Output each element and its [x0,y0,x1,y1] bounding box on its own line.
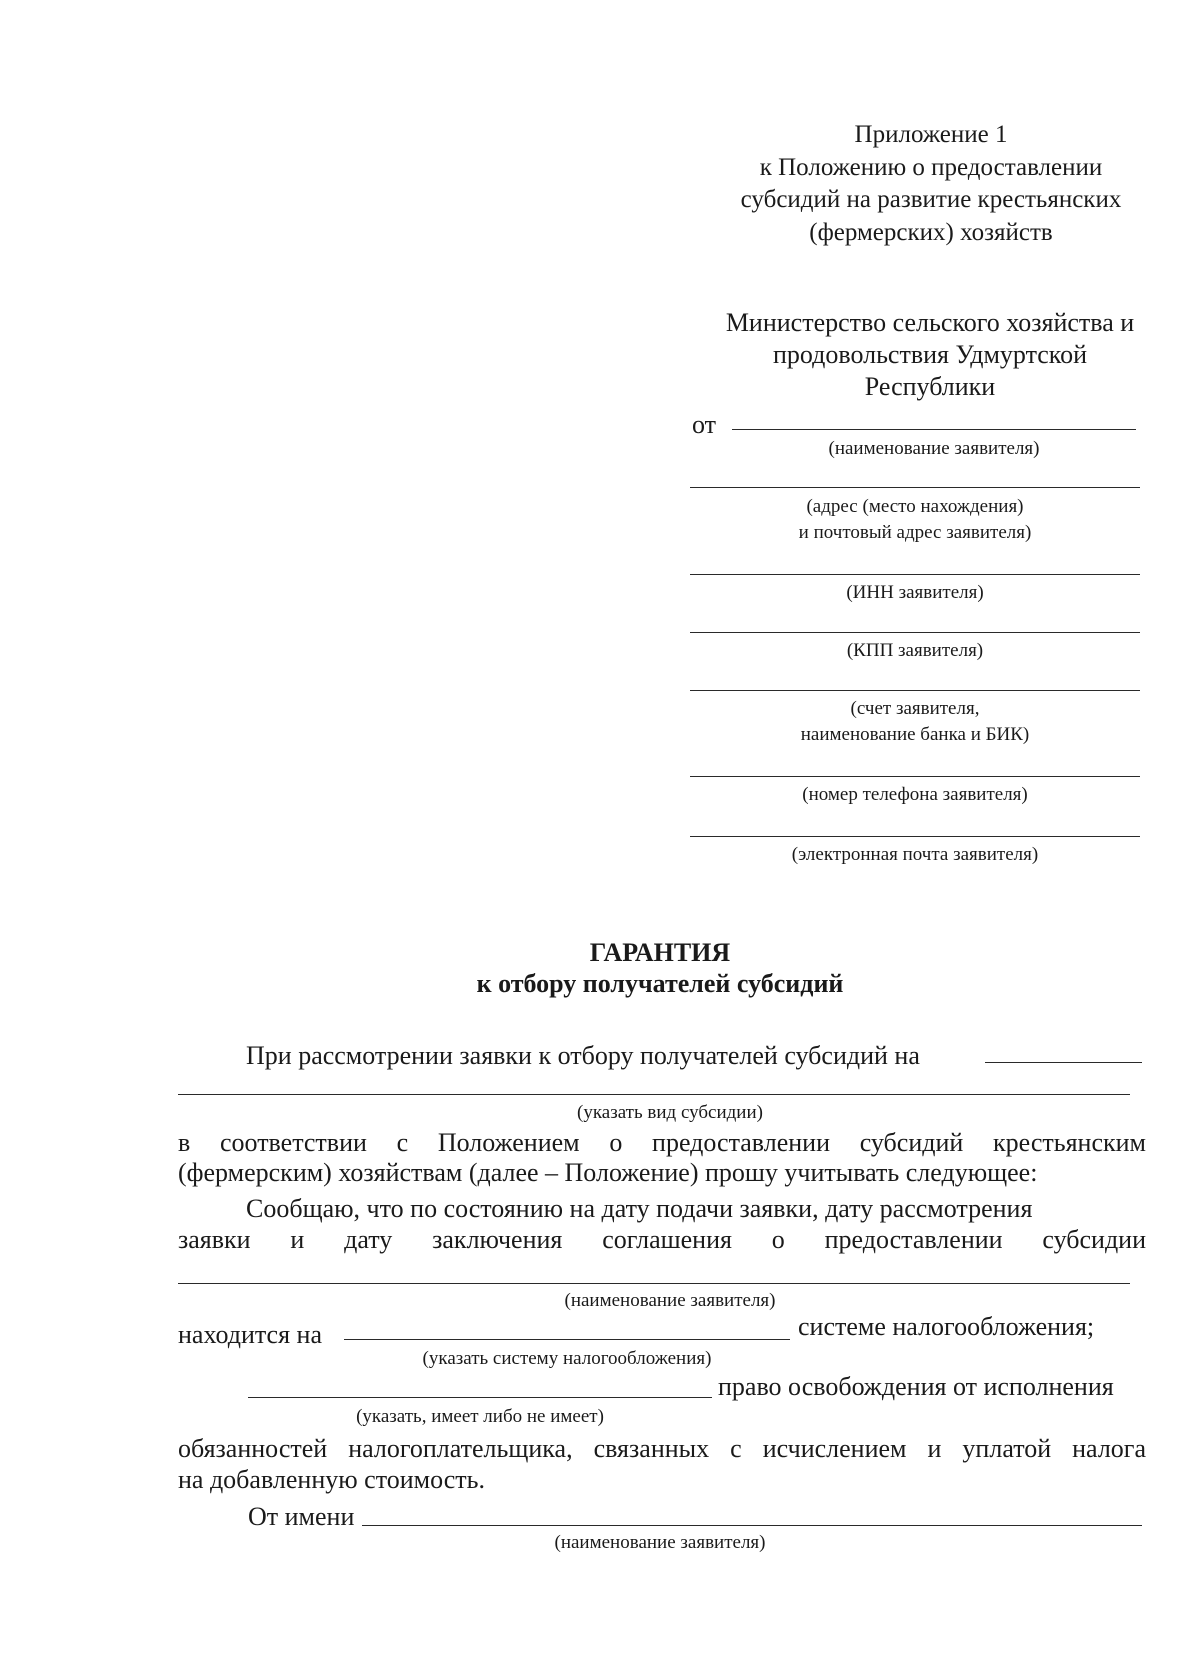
exemption-right-text: право освобождения от исполнения [718,1372,1114,1401]
addressee-ministry [690,307,1170,403]
document-title [400,937,920,999]
applicant-account-hint-1: (счет заявителя, [850,698,980,719]
applicant-name-hint-body: (наименование заявителя) [564,1290,776,1311]
applicant-inn-hint: (ИНН заявителя) [846,582,984,603]
applicant-email-field[interactable] [690,836,1140,837]
exemption-right-hint: (указать, имеет либо не имеет) [356,1406,604,1427]
exemption-right-field[interactable] [248,1397,712,1398]
appendix-line: Приложение 1 [854,121,1008,148]
intro-text: При рассмотрении заявки к отбору получателей субсидий на [246,1041,920,1070]
applicant-phone-field[interactable] [690,776,1140,777]
applicant-name-field-body[interactable] [178,1283,1130,1284]
tax-system-field[interactable] [344,1339,790,1340]
applicant-phone-hint: (номер телефона заявителя) [802,784,1028,805]
paragraph-1-line-1: в соответствии с Положением о предоставлении субсидий крестьянским [178,1128,1146,1157]
on-behalf-text: От имени [248,1502,355,1531]
paragraph-2-line-2: заявки и дату заключения соглашения о предоставлении субсидии [178,1225,1146,1254]
located-on-text: находится на [178,1320,322,1349]
subsidy-type-field-2[interactable] [178,1094,1130,1095]
ministry-line: продовольствия Удмуртской [772,340,1088,369]
applicant-account-hint-2: наименование банка и БИК) [800,724,1030,745]
title-sub: к отбору получателей субсидий [476,969,844,998]
applicant-name-hint: (наименование заявителя) [828,438,1040,459]
ministry-line: Министерство сельского хозяйства и [725,308,1135,337]
appendix-header [696,119,1166,249]
tax-system-hint: (указать систему налогообложения) [422,1348,712,1369]
title-main: ГАРАНТИЯ [589,938,731,967]
paragraph-1-line-2: (фермерским) хозяйствам (далее – Положение) прошу учитывать следующее: [178,1158,1038,1187]
paragraph-3-line-1: обязанностей налогоплательщика, связанных с исчислением и уплатой налога [178,1434,1146,1463]
tax-system-text: системе налогообложения; [798,1312,1095,1341]
from-label: от [692,410,717,439]
applicant-address-hint-2: и почтовый адрес заявителя) [798,522,1032,543]
applicant-account-field[interactable] [690,690,1140,691]
subsidy-type-field-1[interactable] [985,1062,1142,1063]
applicant-name-hint-signature: (наименование заявителя) [554,1532,766,1553]
applicant-inn-field[interactable] [690,574,1140,575]
appendix-line: к Положению о предоставлении [759,153,1103,181]
applicant-address-field[interactable] [690,487,1140,488]
appendix-line: субсидий на развитие крестьянских [740,186,1122,213]
applicant-name-field[interactable] [732,429,1136,430]
applicant-address-hint-1: (адрес (место нахождения) [806,496,1024,517]
applicant-kpp-field[interactable] [690,632,1140,633]
applicant-name-field-signature[interactable] [362,1525,1142,1526]
ministry-line: Республики [864,372,996,401]
paragraph-2-line-1: Сообщаю, что по состоянию на дату подачи заявки, дату рассмотрения [246,1194,1033,1223]
subsidy-type-hint: (указать вид субсидии) [577,1102,763,1123]
paragraph-3-line-2: на добавленную стоимость. [178,1465,485,1494]
appendix-line: (фермерских) хозяйств [809,218,1053,246]
applicant-email-hint: (электронная почта заявителя) [791,844,1039,865]
applicant-kpp-hint: (КПП заявителя) [846,640,984,661]
